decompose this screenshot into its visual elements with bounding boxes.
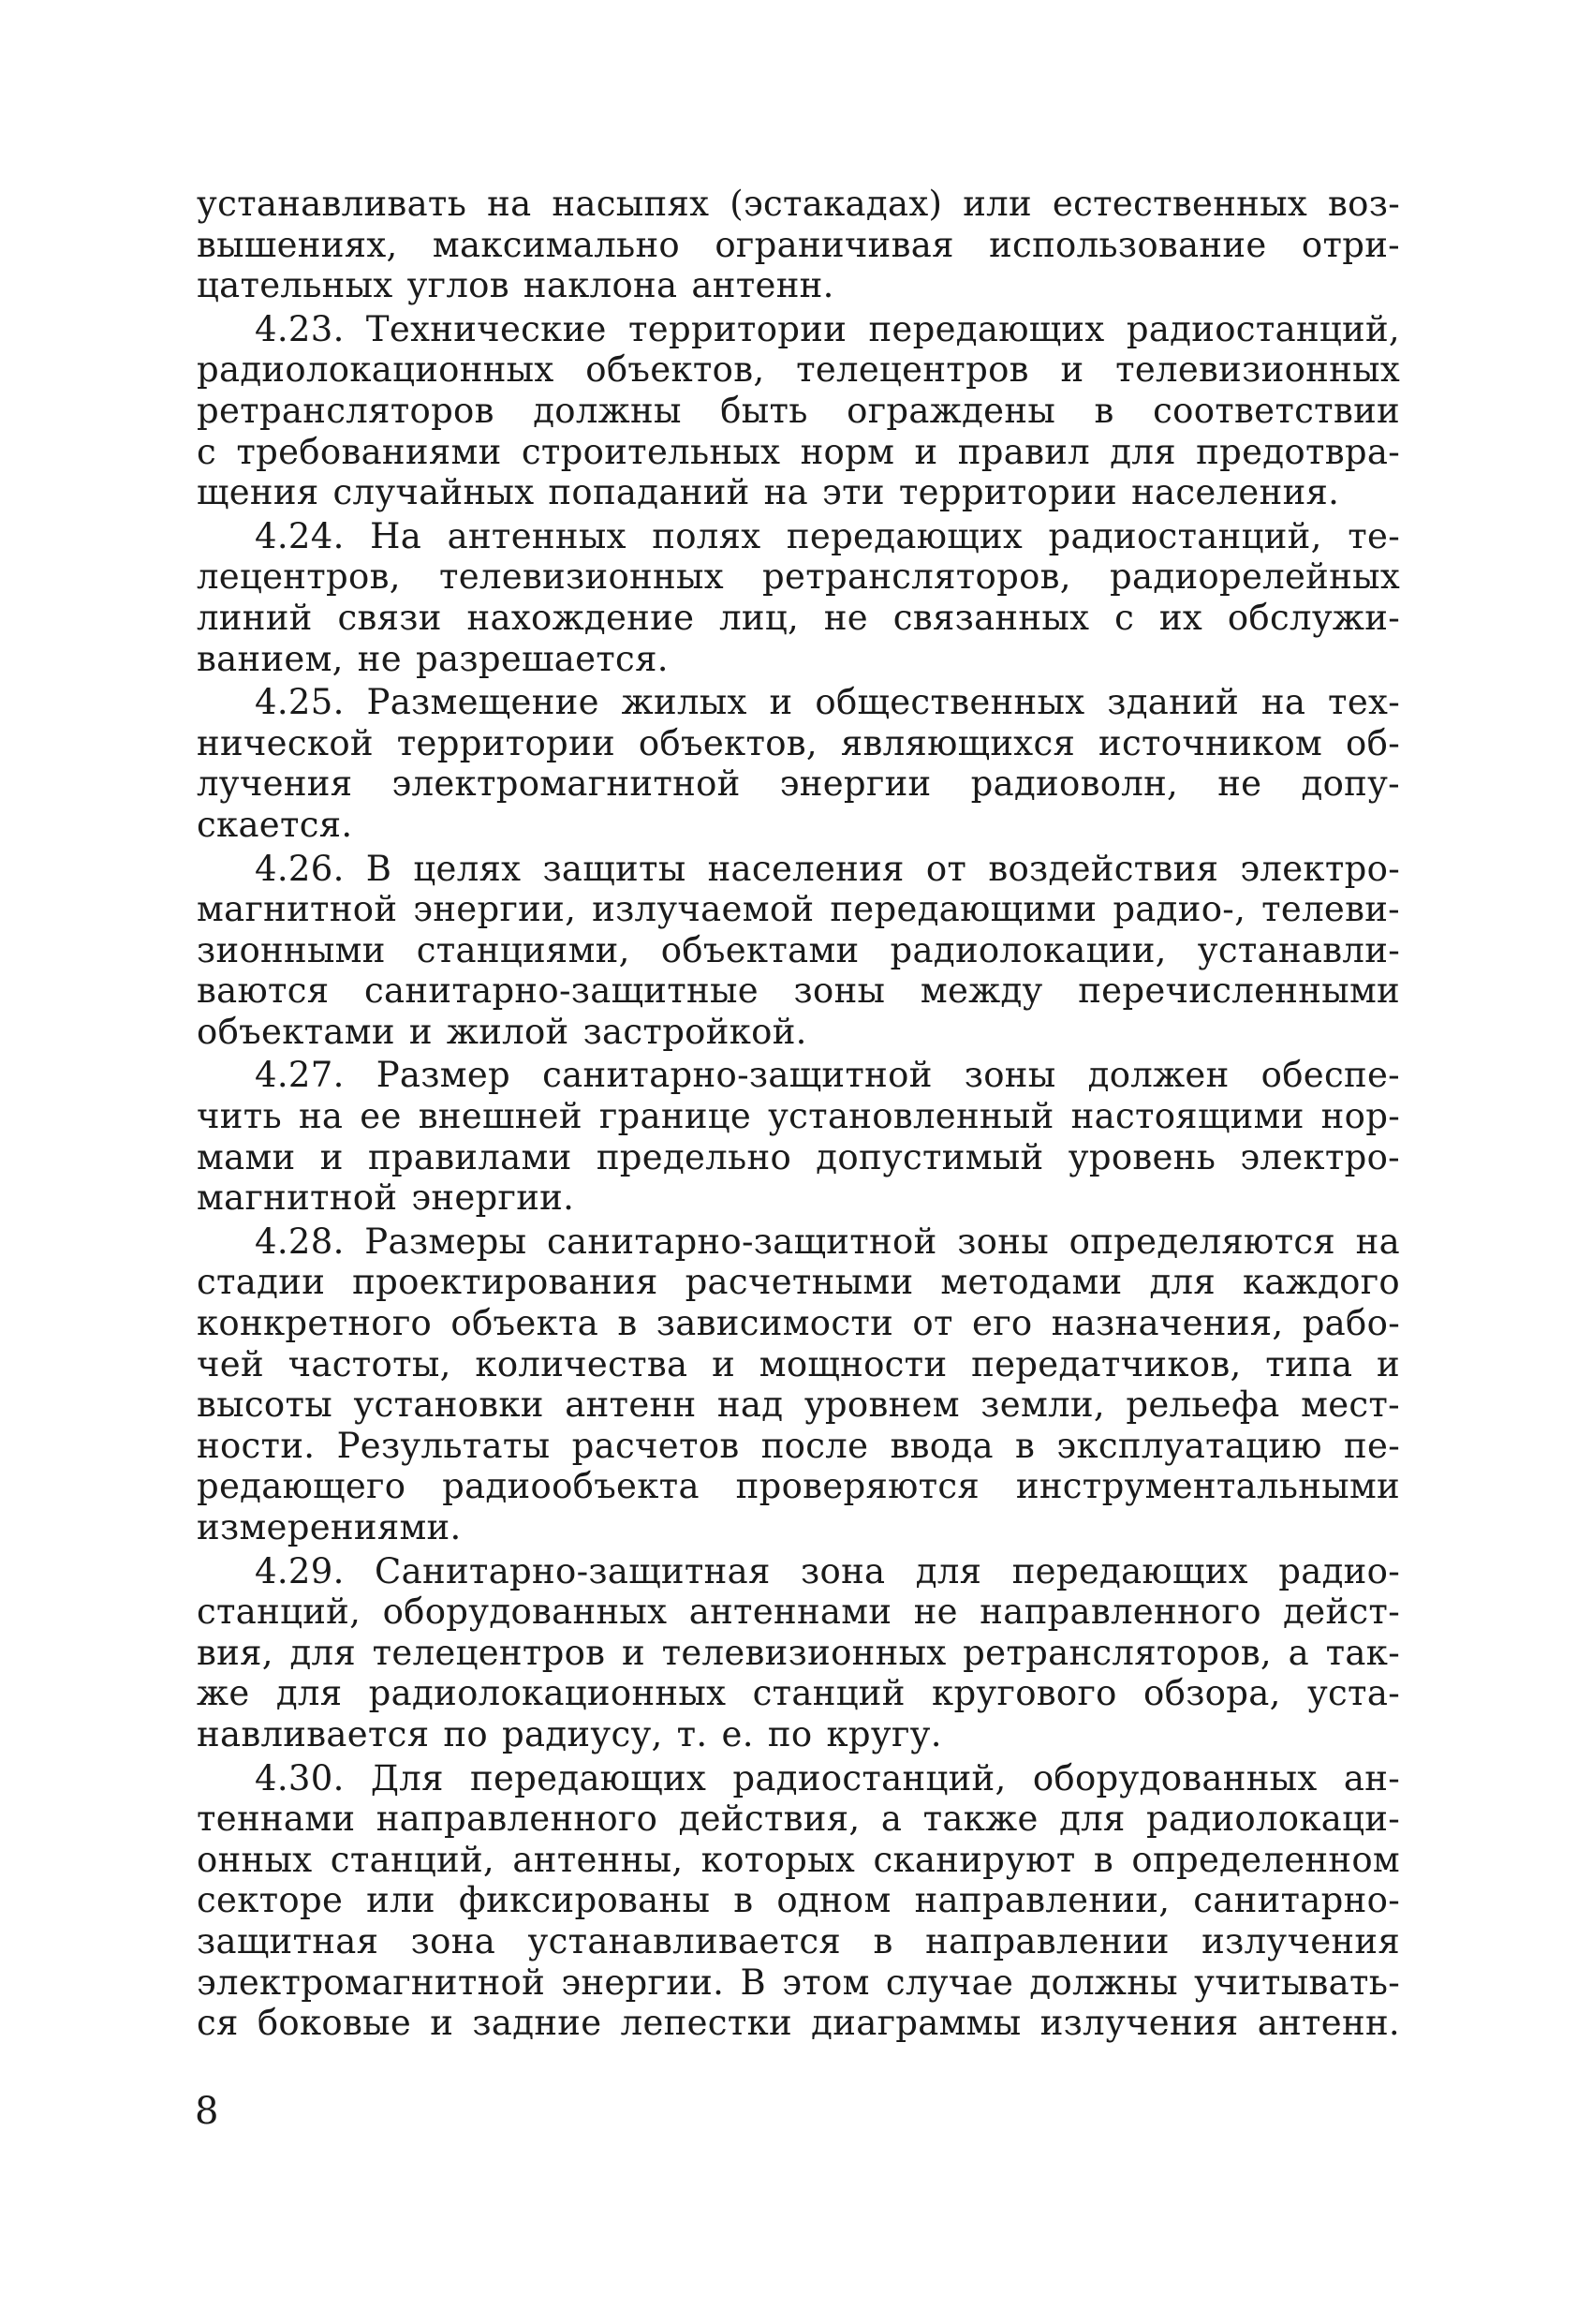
text-line: же для радиолокационных станций кругового обзора, уста- — [197, 1673, 1400, 1714]
text-line: линий связи нахождение лиц, не связанных с их обслужи- — [197, 597, 1400, 638]
text-line: станций, оборудованных антеннами не направленного дейст- — [197, 1591, 1400, 1633]
text-line: ности. Результаты расчетов после ввода в эксплуатацию пе- — [197, 1425, 1400, 1466]
paragraph-4-23 — [197, 309, 1400, 513]
text-line: магнитной энергии, излучаемой передающими радио-, телеви- — [197, 889, 1400, 930]
text-line: мами и правилами предельно допустимый уровень электро- — [197, 1136, 1400, 1177]
paragraph-cont — [197, 184, 1400, 306]
text-line: нической территории объектов, являющихся источником об- — [197, 722, 1400, 763]
text-line: защитная зона устанавливается в направлении излучения — [197, 1920, 1400, 1961]
paragraph-4-24 — [197, 516, 1400, 679]
text-line: зионными станциями, объектами радиолокации, устанавли- — [197, 929, 1400, 970]
paragraph-4-28 — [197, 1221, 1400, 1548]
text-line: лецентров, телевизионных ретрансляторов, радиорелейных — [197, 556, 1400, 598]
text-line: чить на ее внешней границе установленный настоящими нор- — [197, 1096, 1400, 1137]
paragraph-4-29 — [197, 1551, 1400, 1755]
text-line: секторе или фиксированы в одном направлении, санитарно- — [197, 1880, 1400, 1921]
text-line: 4.25. Размещение жилых и общественных зданий на тех- — [255, 682, 1400, 723]
text-line: 4.27. Размер санитарно-защитной зоны должен обеспе- — [255, 1055, 1400, 1096]
paragraph-4-27 — [197, 1055, 1400, 1218]
body-text — [197, 184, 1400, 2047]
text-line: вышениях, максимально ограничивая использование отри- — [197, 224, 1400, 265]
text-line: объектами и жилой застройкой. — [197, 1011, 807, 1052]
paragraph-4-26 — [197, 849, 1400, 1053]
text-line: 4.23. Технические территории передающих радиостанций, — [255, 308, 1400, 349]
text-line: навливается по радиусу, т. е. по кругу. — [197, 1713, 942, 1754]
text-line: устанавливать на насыпях (эстакадах) или естественных воз- — [197, 184, 1400, 224]
text-line: 4.28. Размеры санитарно-защитной зоны определяются на — [255, 1221, 1400, 1262]
text-line: с требованиями строительных норм и правил для предотвра- — [197, 431, 1400, 472]
text-line: измерениями. — [197, 1507, 462, 1547]
text-line: редающего радиообъекта проверяются инструментальными — [197, 1466, 1400, 1507]
text-line: ся боковые и задние лепестки диаграммы излучения антенн. — [197, 2003, 1400, 2044]
text-line: щения случайных попаданий на эти территории населения. — [197, 472, 1340, 513]
text-line: лучения электромагнитной энергии радиоволн, не допу- — [197, 763, 1400, 805]
text-line: стадии проектирования расчетными методами для каждого — [197, 1262, 1400, 1303]
text-line: ваются санитарно-защитные зоны между перечисленными — [197, 970, 1400, 1012]
text-line: магнитной энергии. — [197, 1177, 575, 1219]
text-line: скается. — [197, 804, 353, 845]
text-line: 4.24. На антенных полях передающих радиостанций, те- — [255, 515, 1400, 556]
text-line: 4.30. Для передающих радиостанций, оборудованных ан- — [255, 1757, 1400, 1799]
text-line: теннами направленного действия, а также для радиолокаци- — [197, 1799, 1400, 1840]
paragraph-4-25 — [197, 682, 1400, 845]
text-line: электромагнитной энергии. В этом случае должны учитывать- — [197, 1961, 1400, 2003]
page-number: 8 — [195, 2090, 219, 2133]
text-line: радиолокационных объектов, телецентров и телевизионных — [197, 349, 1400, 391]
text-line: ванием, не разрешается. — [197, 638, 669, 679]
text-line: вия, для телецентров и телевизионных ретрансляторов, а так- — [197, 1632, 1400, 1673]
paragraph-4-30 — [197, 1758, 1400, 2044]
text-line: цательных углов наклона антенн. — [197, 265, 834, 306]
text-line: ретрансляторов должны быть ограждены в соответствии — [197, 390, 1400, 431]
text-line: онных станций, антенны, которых сканируют в определенном — [197, 1839, 1400, 1880]
text-line: чей частоты, количества и мощности передатчиков, типа и — [197, 1343, 1400, 1384]
text-line: 4.26. В целях защиты населения от воздействия электро- — [255, 848, 1400, 889]
text-line: 4.29. Санитарно-защитная зона для передающих радио- — [255, 1550, 1400, 1591]
text-line: высоты установки антенн над уровнем земли, рельефа мест- — [197, 1384, 1400, 1426]
text-line: конкретного объекта в зависимости от его назначения, рабо- — [197, 1303, 1400, 1344]
